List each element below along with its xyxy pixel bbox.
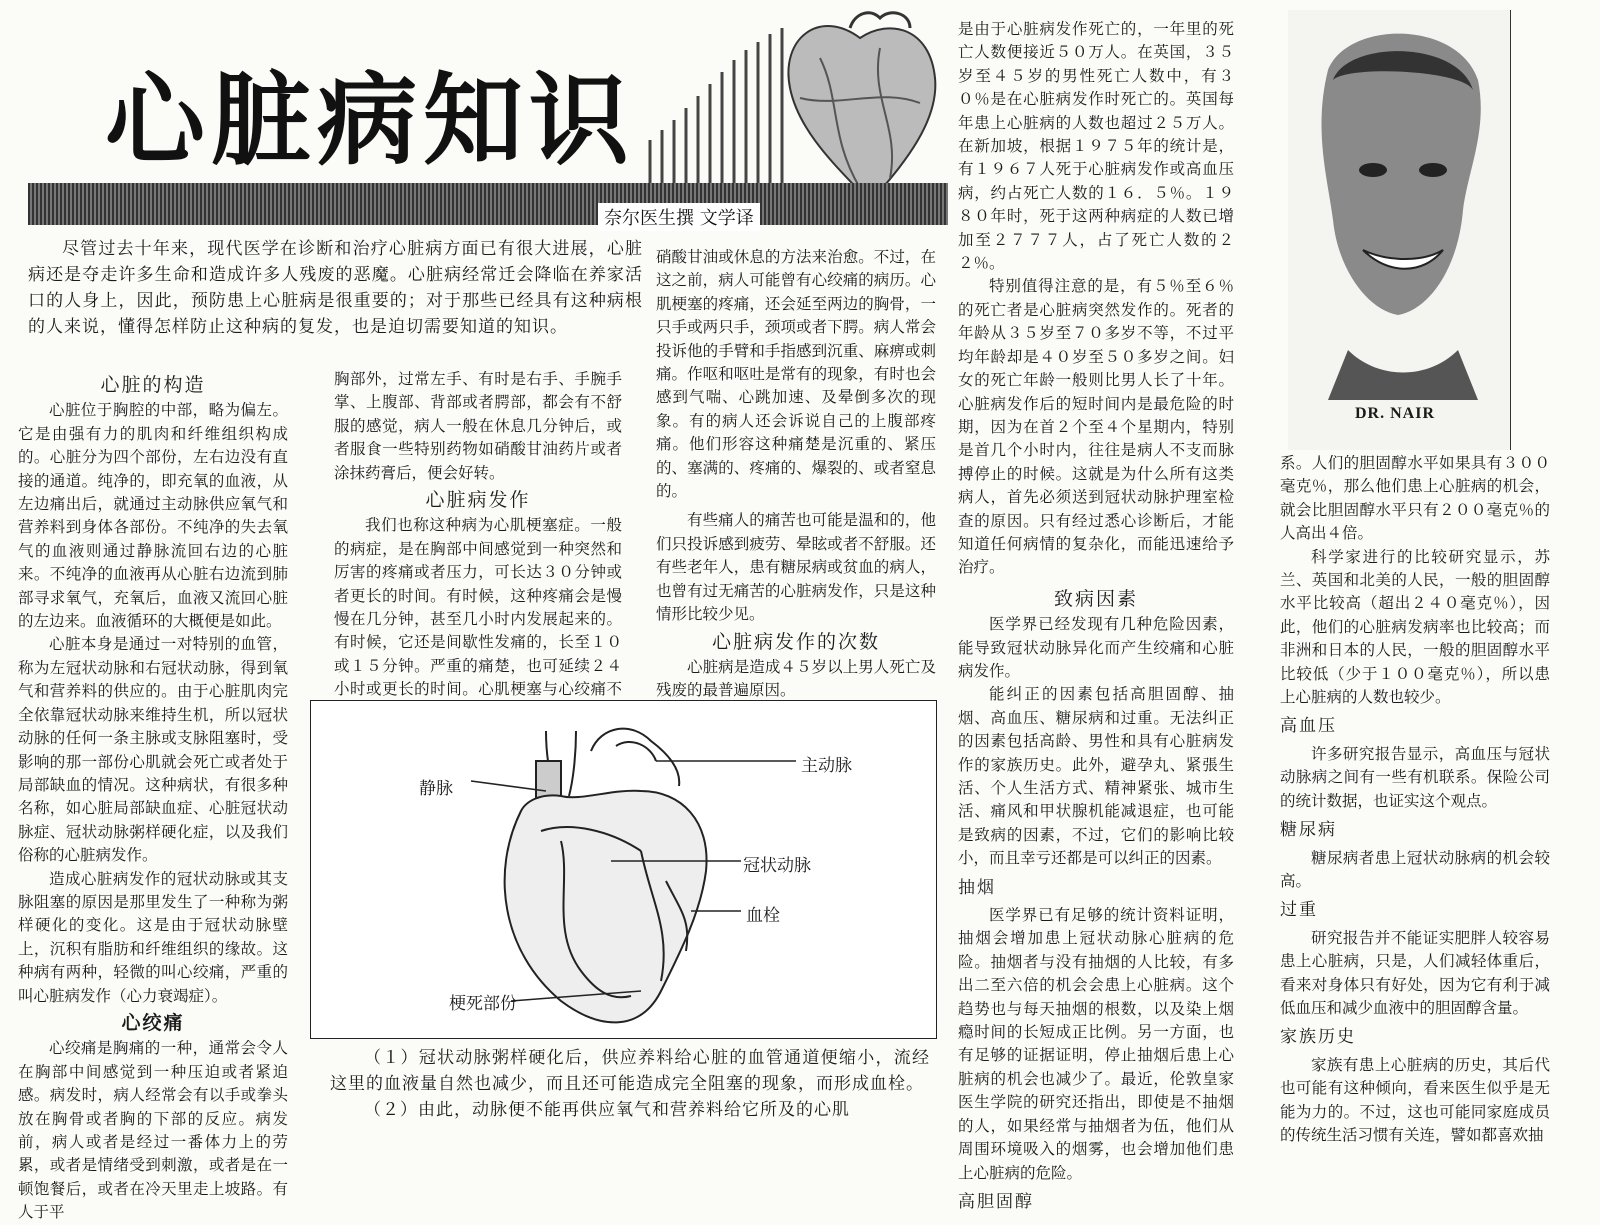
paragraph: 胸部外，过常左手、有时是右手、手腕手掌、上腹部、背部或者腭部，都会有不舒服的感觉，病人一般在休息几分钟后，或者服食一些特别药物如硝酸甘油药片或者涂抹药膏后，便会好转。 bbox=[334, 370, 622, 482]
paragraph: 造成心脏病发作的冠状动脉或其支脉阻塞的原因是那里发生了一种称为粥样硬化的变化。这是由于冠状动脉壁上，沉积有脂肪和纤维组织的缘故。这种病有两种，轻微的叫心绞痛，严重的叫心脏病发作（心力衰竭症）。 bbox=[18, 869, 288, 1005]
section-heading-angina: 心绞痛 bbox=[121, 1011, 185, 1034]
section-heading-diabetes: 糖尿病 bbox=[1280, 820, 1337, 841]
paragraph: 科学家进行的比较研究显示，苏兰、英国和北美的人民，一般的胆固醇水平比较高（超出２４０毫克％），因此，他们的心脏病发病率也比较高；而非洲和日本的人民，一般的胆固醇水平比较低（少于１００毫克％），所以患上心脏病的人数也较少。 bbox=[1280, 547, 1550, 707]
intro-paragraph: 尽管过去十年来，现代医学在诊断和治疗心脏病方面已有很大进展，心脏病还是夺走许多生命和造成许多人残废的恶魔。心脏病经常迁会降临在养家活口的人身上，因此，预防患上心脏病是很重要的；对于那些已经具有这种病根的人来说，懂得怎样防止这种病的复发，也是迫切需要知道的知识。 bbox=[28, 239, 643, 337]
paragraph: 医学界已经发现有几种危险因素，能导致冠状动脉异化而产生绞痛和心脏病发作。 bbox=[958, 615, 1234, 680]
paragraph: 能纠正的因素包括高胆固醇、抽烟、高血压、糖尿病和过重。无法纠正的因素包括高龄、男性和具有心脏病发作的家族历史。此外，避孕丸、紧張生活、个人生活方式、精神紧张、城市生活、痛风和甲状腺机能减退症，也可能是致病的因素，不过，它们的影响比较小，而且幸亏还都是可以纠正的因素。 bbox=[958, 685, 1234, 868]
column-4 bbox=[958, 18, 1234, 1218]
paragraph: 心绞痛是胸痛的一种，通常会令人在胸部中间感觉到一种压迫或者紧迫感。病发时，病人经常会有以手或拳头放在胸骨或者胸的下部的反应。病发前，病人或者是经过一番体力上的劳累，或者是情绪受到刺激，或者是在一顿饱餐后，或者在冷天里走上坡路。有人于平 bbox=[18, 1039, 288, 1222]
paragraph: 心脏本身是通过一对特别的血管，称为左冠状动脉和右冠状动脉，得到氧气和营养料的供应的。由于心脏肌肉完全依靠冠状动脉来维持生机，所以冠状动脉的任何一条主脉或支脉阻塞时，受影响的那一部份心肌就会死亡或者处于局部缺血的情况。这种病状，有很多种名称，如心脏局部缺血症、心脏冠状动脉症、冠状动脉粥样硬化症，以及我们俗称的心脏病发作。 bbox=[18, 635, 288, 865]
label-aorta: 主动脉 bbox=[801, 756, 852, 776]
paragraph: 医学界已有足够的统计资料证明，抽烟会增加患上冠状动脉心脏病的危险。抽烟者与没有抽烟的人比较，有多出二至六倍的机会会患上心脏病。这个趋势也与每天抽烟的根数，以及染上烟瘾时间的长短成正比例。另一方面，也有足够的证据证明，停止抽烟后患上心脏病的机会也减少了。最近，伦敦皇家医生学院的研究还指出，即使是不抽烟的人，如果经常与抽烟者为伍，他们从周围环境吸入的烟雾，也会增加他们患上心脏病的危险。 bbox=[958, 906, 1234, 1182]
section-heading-cholesterol: 高胆固醇 bbox=[958, 1191, 1034, 1212]
section-heading-causes: 致病因素 bbox=[1053, 587, 1138, 610]
photo-caption: DR. NAIR bbox=[1355, 405, 1435, 422]
section-heading-attack: 心脏病发作 bbox=[425, 489, 531, 512]
section-heading-smoking: 抽烟 bbox=[958, 877, 996, 898]
section-heading-structure: 心脏的构造 bbox=[100, 374, 206, 396]
page-title: 心脏病知识 bbox=[105, 62, 635, 179]
label-coronary: 冠状动脉 bbox=[743, 856, 811, 876]
paragraph: 家族有患上心脏病的历史，其后代也可能有这种倾向，看来医生似乎是无能为力的。不过，这也可能同家庭成员的传统生活习惯有关连，譬如都喜欢抽 bbox=[1280, 1055, 1550, 1144]
paragraph: 心脏位于胸腔的中部，略为偏左。它是由强有力的肌肉和纤维组织构成的。心脏分为四个部份，左右边没有直接的通道。纯净的，即充氧的血液，从左边痛出后，就通过主动脉供应氧气和营养料到身体各部份。不纯净的失去氧气的血液则通过静脉流回右边的心脏来。不纯净的血液再从心脏右边流到肺部寻求氧气，充氧后，血液又流回心脏的左边来。血液循环的大概便是如此。 bbox=[18, 401, 288, 631]
paragraph: 研究报告并不能证实肥胖人较容易患上心脏病，只是，人们减轻体重后，看来对身体只有好处，因为它有利于减低血压和减少血液中的胆固醇含量。 bbox=[1280, 928, 1550, 1017]
paragraph: 特别值得注意的是，有５％至６％的死亡者是心脏病突然发作的。死者的年龄从３５岁至７０多岁不等，不过平均年龄却是４０岁至５０多岁之间。妇女的死亡年龄一般则比男人长了十年。心脏病发作后的短时间内是最危险的时期，因为在首２个至４个星期内，特别是首几个小时内，往往是病人不支而脉搏停止的时候。这就是为什么所有这类病人，首先必须送到冠状动脉护理室检查的原因。只有经过悉心诊断后，才能知道任何病情的复杂化，而能迅速给予治疗。 bbox=[958, 277, 1234, 577]
diagram-caption bbox=[330, 1045, 930, 1123]
paragraph: 是由于心脏病发作死亡的，一年里的死亡人数便接近５０万人。在英国，３５岁至４５岁的男性死亡人数中，有３０％是在心脏病发作时死亡的。英国每年患上心脏病的人数也超过２５万人。在新加坡，根据１９７５年的统计是，有１９６７人死于心脏病发作或高血压病，约占死亡人数的１６．５％。１９８０年时，死于这两种病症的人数已增加至２７７７人，占了死亡人数的２２％。 bbox=[958, 20, 1234, 273]
paragraph: 糖尿病者患上冠状动脉病的机会较高。 bbox=[1280, 848, 1550, 890]
section-heading-weight: 过重 bbox=[1280, 900, 1318, 921]
heart-diagram bbox=[310, 700, 937, 1039]
label-clot: 血栓 bbox=[746, 906, 780, 926]
column-3 bbox=[656, 246, 936, 726]
caption-paragraph: （１）冠状动脉粥样硬化后，供应养料给心脏的血管通道便缩小，流经这里的血液量自然也减少，而且还可能造成完全阻塞的现象，而形成血栓。 bbox=[330, 1048, 930, 1094]
paragraph: 许多研究报告显示，高血压与冠状动脉病之间有一些有机联系。保险公司的统计数据，也证实这个观点。 bbox=[1280, 744, 1550, 810]
title-bar bbox=[28, 183, 948, 225]
section-heading-bp: 高血压 bbox=[1280, 716, 1337, 737]
paragraph: 系。人们的胆固醇水平如果具有３００毫克％，那么他们患上心脏病的机会，就会比胆固醇水平只有２００毫克％的人高出４倍。 bbox=[1280, 454, 1550, 543]
label-infarct: 梗死部份 bbox=[449, 994, 517, 1014]
heart-illustration-icon bbox=[760, 8, 960, 208]
section-heading-frequency: 心脏病发作的次数 bbox=[711, 630, 880, 653]
label-vein: 静脉 bbox=[419, 779, 453, 799]
column-1 bbox=[18, 370, 288, 1225]
paragraph: 有些痛人的痛苦也可能是温和的，他们只投诉感到疲劳、晕眩或者不舒服。还有些老年人，患有糖尿病或贫血的病人，也曾有过无痛苦的心脏病发作，只是这种情形比较少见。 bbox=[656, 511, 936, 624]
paragraph: 硝酸甘油或休息的方法来治愈。不过，在这之前，病人可能曾有心绞痛的病历。心肌梗塞的疼痛，还会延至两边的胸骨，一只手或两只手，颈项或者下腭。病人常会投诉他的手臂和手指感到沉重、麻痹或刺痛。作呕和呕吐是常有的现象，有时也会感到气喘、心跳加速、及晕倒多次的现象。有的病人还会诉说自己的上腹部疼痛。他们形容这种痛楚是沉重的、紧压的、塞满的、疼痛的、爆裂的、或者窒息的。 bbox=[656, 248, 936, 501]
paragraph: 心脏病是造成４５岁以上男人死亡及残废的最普遍原因。 bbox=[656, 657, 936, 700]
column-5 bbox=[1280, 452, 1550, 1147]
caption-paragraph: （２）由此，动脉便不能再供应氧气和营养料给它所及的心肌 bbox=[364, 1100, 850, 1120]
column-2 bbox=[334, 368, 622, 725]
section-heading-family: 家族历史 bbox=[1280, 1027, 1356, 1048]
byline: 奈尔医生撰 文学译 bbox=[598, 203, 760, 231]
doctor-portrait bbox=[1288, 10, 1511, 450]
paragraph: 我们也称这种病为心肌梗塞症。一般的病症，是在胸部中间感觉到一种突然和厉害的疼痛或者压力，可长达３０分钟或者更长的时间。有时候，这种疼痛会是慢慢在几分钟，甚至几小时内发展起来的。有时候，它还是间歇性发痛的，长至１０或１５分钟。严重的痛楚，也可延续２４小时或更长的时间。心肌梗塞与心绞痛不 bbox=[334, 516, 622, 699]
